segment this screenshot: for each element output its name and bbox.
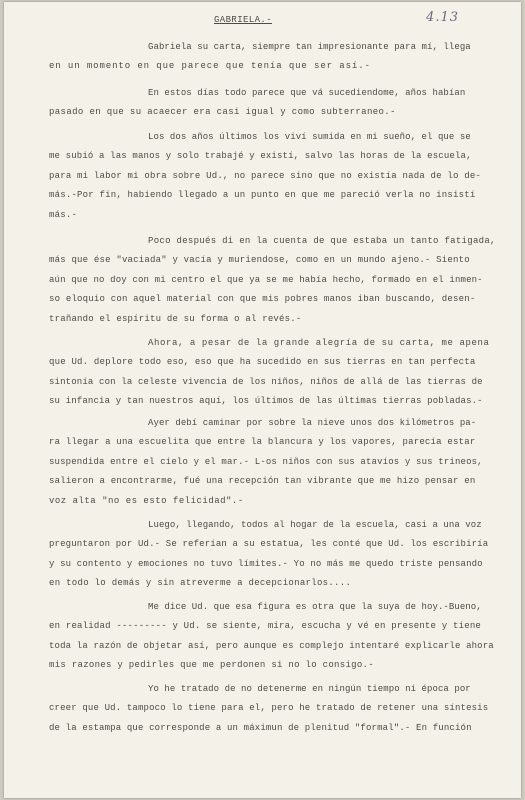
- text-line: Gabriela su carta, siempre tan impresionante para mí, llega: [148, 42, 471, 52]
- text-line: voz alta "no es esto felicidad".-: [49, 496, 244, 506]
- text-line: Yo he tratado de no detenerme en ningún tiempo ni época por: [148, 684, 471, 694]
- text-line: en un momento en que parece que tenía que ser así.-: [49, 61, 371, 71]
- text-line: mis razones y pedirles que me perdonen si no lo consigo.-: [49, 660, 374, 670]
- text-line: pasado en que su acaecer era casi igual y como subterraneo.-: [49, 107, 396, 117]
- text-line: en todo lo demás y sin atreverme a decepcionarlos....: [49, 578, 352, 588]
- text-line: creer que Ud. tampoco lo tiene para el, pero he tratado de retener una síntesis: [49, 703, 489, 713]
- text-line: Los dos años últimos los viví sumida en mi sueño, el que se: [148, 132, 471, 142]
- text-line: más.-: [49, 210, 78, 220]
- text-line: su infancia y tan nuestros aquí, los últimos de las últimas tierras pobladas.-: [49, 396, 483, 406]
- text-line: Ahora, a pesar de la grande alegría de su carta, me apena: [148, 338, 490, 348]
- text-line: más.-Por fin, habiendo llegado a un punto en que me pareció verla no insistí: [49, 190, 476, 200]
- text-line: sintonía con la celeste vivencia de los niños, niños de allá de las tierras de: [49, 377, 483, 387]
- document-title: GABRIELA.-: [214, 15, 273, 25]
- text-line: salieron a encontrarme, fué una recepción tan vibrante que me hizo pensar en: [49, 476, 476, 486]
- text-line: trañando el espíritu de su forma o al revés.-: [49, 314, 302, 324]
- text-line: y su contento y emociones no tuvo límites.- Yo no más me quedo triste pensando: [49, 559, 483, 569]
- text-line: de la estampa que corresponde a un máximun de plenitud "formal".- En función: [49, 723, 472, 733]
- document-page: [4, 2, 521, 798]
- text-line: me subió a las manos y solo trabajé y existí, salvo las horas de la escuela,: [49, 151, 472, 161]
- text-line: para mi labor mi obra sobre Ud., no parece sino que no existía nada de lo de-: [49, 171, 482, 181]
- text-line: suspendida entre el cielo y el mar.- L-os niños con sus atavíos y sus trineos,: [49, 457, 483, 467]
- text-line: Luego, llegando, todos al hogar de la escuela, casi a una voz: [148, 520, 482, 530]
- text-line: En estos días todo parece que vá sucediendome, años habían: [148, 88, 466, 98]
- text-line: más que ése "vaciada" y vacía y muriendose, como en un mundo ajeno.- Siento: [49, 255, 470, 265]
- text-line: en realidad --------- y Ud. se siente, mira, escucha y vé en presente y tiene: [49, 621, 482, 631]
- text-line: Ayer debí caminar por sobre la nieve unos dos kilómetros pa-: [148, 418, 477, 428]
- text-line: que Ud. deplore todo eso, eso que ha sucedido en sus tierras en tan perfecta: [49, 357, 476, 367]
- text-line: toda la razón de objetar así, pero aunque es complejo intentaré explicarle ahora: [49, 641, 494, 651]
- text-line: so eloquio con aquel material con que mis pobres manos iban buscando, desen-: [49, 294, 476, 304]
- text-line: Me dice Ud. que esa figura es otra que la suya de hoy.-Bueno,: [148, 602, 482, 612]
- folio-number: 4.13: [426, 10, 459, 25]
- text-line: aún que no doy con mi centro el que ya se me había hecho, formado en el inmen-: [49, 275, 483, 285]
- text-line: preguntaron por Ud.- Se referían a su estatua, les conté que Ud. los escribiría: [49, 539, 489, 549]
- text-line: ra llegar a una escuelita que entre la blancura y los vapores, parecía estar: [49, 437, 476, 447]
- text-line: Poco después di en la cuenta de que estaba un tanto fatigada,: [148, 236, 496, 246]
